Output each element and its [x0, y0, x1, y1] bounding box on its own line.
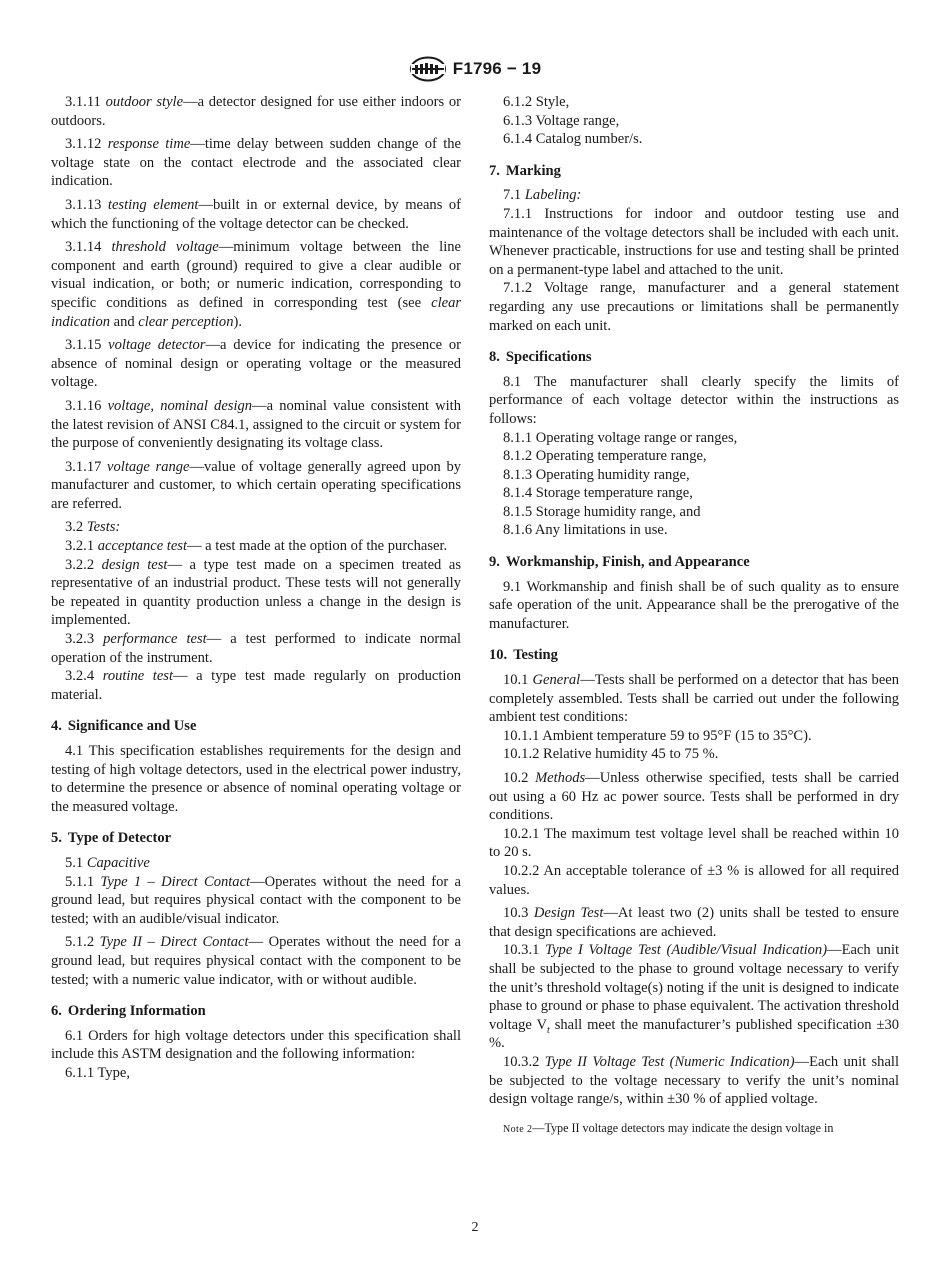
definition-3-2-2: 3.2.2 design test— a type test made on a specimen treated as representative of an industrial product. These tests will not generally be repeated in quantity production unless a change in the design is implemented.	[51, 556, 461, 629]
section-heading-4: 4. Significance and Use	[51, 718, 197, 735]
paragraph-10-3: 10.3 Design Test—At least two (2) units shall be tested to ensure that design specifications are achieved.	[489, 905, 900, 940]
section-heading-7: 7. Marking	[489, 162, 561, 179]
definition-3-2-4: 3.2.4 routine test— a type test made regularly on production material.	[51, 668, 461, 703]
paragraph-10-3-2: 10.3.2 Type II Voltage Test (Numeric Indication)—Each unit shall be subjected to the voltage necessary to verify the unit’s nominal design voltage range/s, within ±30 % of applied voltage.	[489, 1053, 899, 1108]
subsection-3-2: 3.2 Tests:	[65, 519, 121, 536]
definition-3-2-3: 3.2.3 performance test— a test performed to indicate normal operation of the instrument.	[51, 631, 462, 666]
definition-3-1-14: 3.1.14 threshold voltage—minimum voltage between the line component and earth (ground) required to give a clear audible or visual indication, or both; or numeric indication, corresponding to specific conditions as defined in corresponding test (see clear indication and clear perception).	[51, 239, 461, 330]
paragraph-9-1: 9.1 Workmanship and finish shall be of such quality as to ensure safe operation of the unit. Appearance shall be the prerogative of the manufacturer.	[489, 578, 899, 632]
section-heading-10: 10. Testing	[489, 647, 558, 664]
left-column	[51, 93, 461, 1083]
paragraph-7-1-2: 7.1.2 Voltage range, manufacturer and a general statement regarding any use precautions or limitations shall be permanently marked on each unit.	[489, 280, 899, 334]
subsection-5-1: 5.1 Capacitive	[65, 854, 150, 871]
paragraph-6-1-4: 6.1.4 Catalog number/s.	[503, 131, 643, 148]
paragraph-8-1-5: 8.1.5 Storage humidity range, and	[503, 503, 701, 520]
paragraph-10-1-1: 10.1.1 Ambient temperature 59 to 95°F (15 to 35°C).	[503, 727, 812, 744]
paragraph-8-1-2: 8.1.2 Operating temperature range,	[503, 448, 707, 465]
section-heading-9: 9. Workmanship, Finish, and Appearance	[489, 554, 750, 571]
paragraph-6-1-3: 6.1.3 Voltage range,	[503, 112, 620, 129]
note-2: Note 2—Type II voltage detectors may indicate the design voltage in	[503, 1120, 834, 1135]
paragraph-10-1: 10.1 General—Tests shall be performed on a detector that has been completely assembled. Tests shall be carried out under the following ambient test conditions:	[489, 672, 900, 726]
definition-3-1-17: 3.1.17 voltage range—value of voltage generally agreed upon by manufacturer and customer, to which certain operating specifications are referred.	[51, 458, 461, 512]
definition-3-2-1: 3.2.1 acceptance test— a test made at the option of the purchaser.	[65, 538, 448, 555]
paragraph-10-3-1: 10.3.1 Type I Voltage Test (Audible/Visual Indication)—Each unit shall be subjected to the phase to ground voltage necessary to verify the unit’s threshold voltage(s) noting if the unit is designed to indicate phase to ground or phase to phase equivalent. The activation threshold voltage $V_t$ shall meet the manufacturer’s published specification ±30 %.	[489, 942, 900, 1052]
paragraph-6-1: 6.1 Orders for high voltage detectors under this specification shall include this ASTM designation and the following information:	[51, 1027, 461, 1063]
paragraph-10-2-2: 10.2.2 An acceptable tolerance of ±3 % is allowed for all required values.	[489, 862, 899, 898]
subsection-7-1: 7.1 Labeling:	[503, 187, 582, 204]
definition-3-1-13: 3.1.13 testing element—built in or external device, by means of which the functioning of the voltage detector can be checked.	[51, 196, 462, 232]
paragraph-8-1-6: 8.1.6 Any limitations in use.	[503, 522, 668, 539]
section-heading-5: 5. Type of Detector	[51, 830, 172, 847]
paragraph-7-1-1: 7.1.1 Instructions for indoor and outdoor testing use and maintenance of the voltage detectors shall be included with each unit. Whenever practicable, instructions for use and testing shall be printed on a permanent-type label and attached to the unit.	[489, 205, 899, 278]
section-heading-8: 8. Specifications	[489, 349, 592, 366]
paragraph-8-1: 8.1 The manufacturer shall clearly specify the limits of performance of each voltage detector within the instructions as follows:	[489, 373, 899, 427]
section-heading-6: 6. Ordering Information	[51, 1003, 206, 1020]
paragraph-5-1-1: 5.1.1 Type 1 – Direct Contact—Operates without the need for a ground lead, but requires physical contact with the component to be tested; with an audible/visual indicator.	[51, 873, 461, 927]
definition-3-1-16: 3.1.16 voltage, nominal design—a nominal value consistent with the latest revision of ANSI C84.1, assigned to the circuit or system for the purpose of conveniently designating its voltage class.	[51, 397, 461, 452]
definition-3-1-15: 3.1.15 voltage detector—a device for indicating the presence or absence of nominal design or operating voltage or the measured voltage.	[51, 337, 462, 391]
paragraph-8-1-3: 8.1.3 Operating humidity range,	[503, 466, 690, 483]
page-number: 2	[471, 1220, 479, 1235]
document-designation: F1796 − 19	[452, 59, 542, 78]
right-column	[489, 93, 899, 1139]
definition-3-1-12: 3.1.12 response time—time delay between sudden change of the voltage state on the contact electrode and the associated clear indication.	[51, 136, 462, 190]
astm-logo-icon	[409, 56, 447, 82]
page-header	[0, 56, 950, 82]
paragraph-4-1: 4.1 This specification establishes requirements for the design and testing of high voltage detectors, used in the electrical power industry, to determine the presence or absence of nominal operating voltage or the measured voltage.	[51, 743, 461, 815]
paragraph-6-1-2: 6.1.2 Style,	[503, 94, 570, 110]
paragraph-10-2-1: 10.2.1 The maximum test voltage level shall be reached within 10 to 20 s.	[489, 825, 899, 861]
paragraph-10-2: 10.2 Methods—Unless otherwise specified, tests shall be carried out using a 60 Hz ac power source. Tests shall be performed in dry conditions.	[489, 770, 899, 824]
paragraph-8-1-1: 8.1.1 Operating voltage range or ranges,	[503, 429, 738, 446]
paragraph-8-1-4: 8.1.4 Storage temperature range,	[503, 485, 693, 502]
paragraph-5-1-2: 5.1.2 Type II – Direct Contact— Operates without the need for a ground lead, but requires physical contact with the component to be tested; with a numeric value indicator, with or without audible.	[51, 934, 461, 988]
paragraph-10-1-2: 10.1.2 Relative humidity 45 to 75 %.	[503, 746, 719, 763]
definition-3-1-11: 3.1.11 outdoor style—a detector designed for use either indoors or outdoors.	[51, 94, 461, 129]
paragraph-6-1-1: 6.1.1 Type,	[65, 1064, 130, 1081]
